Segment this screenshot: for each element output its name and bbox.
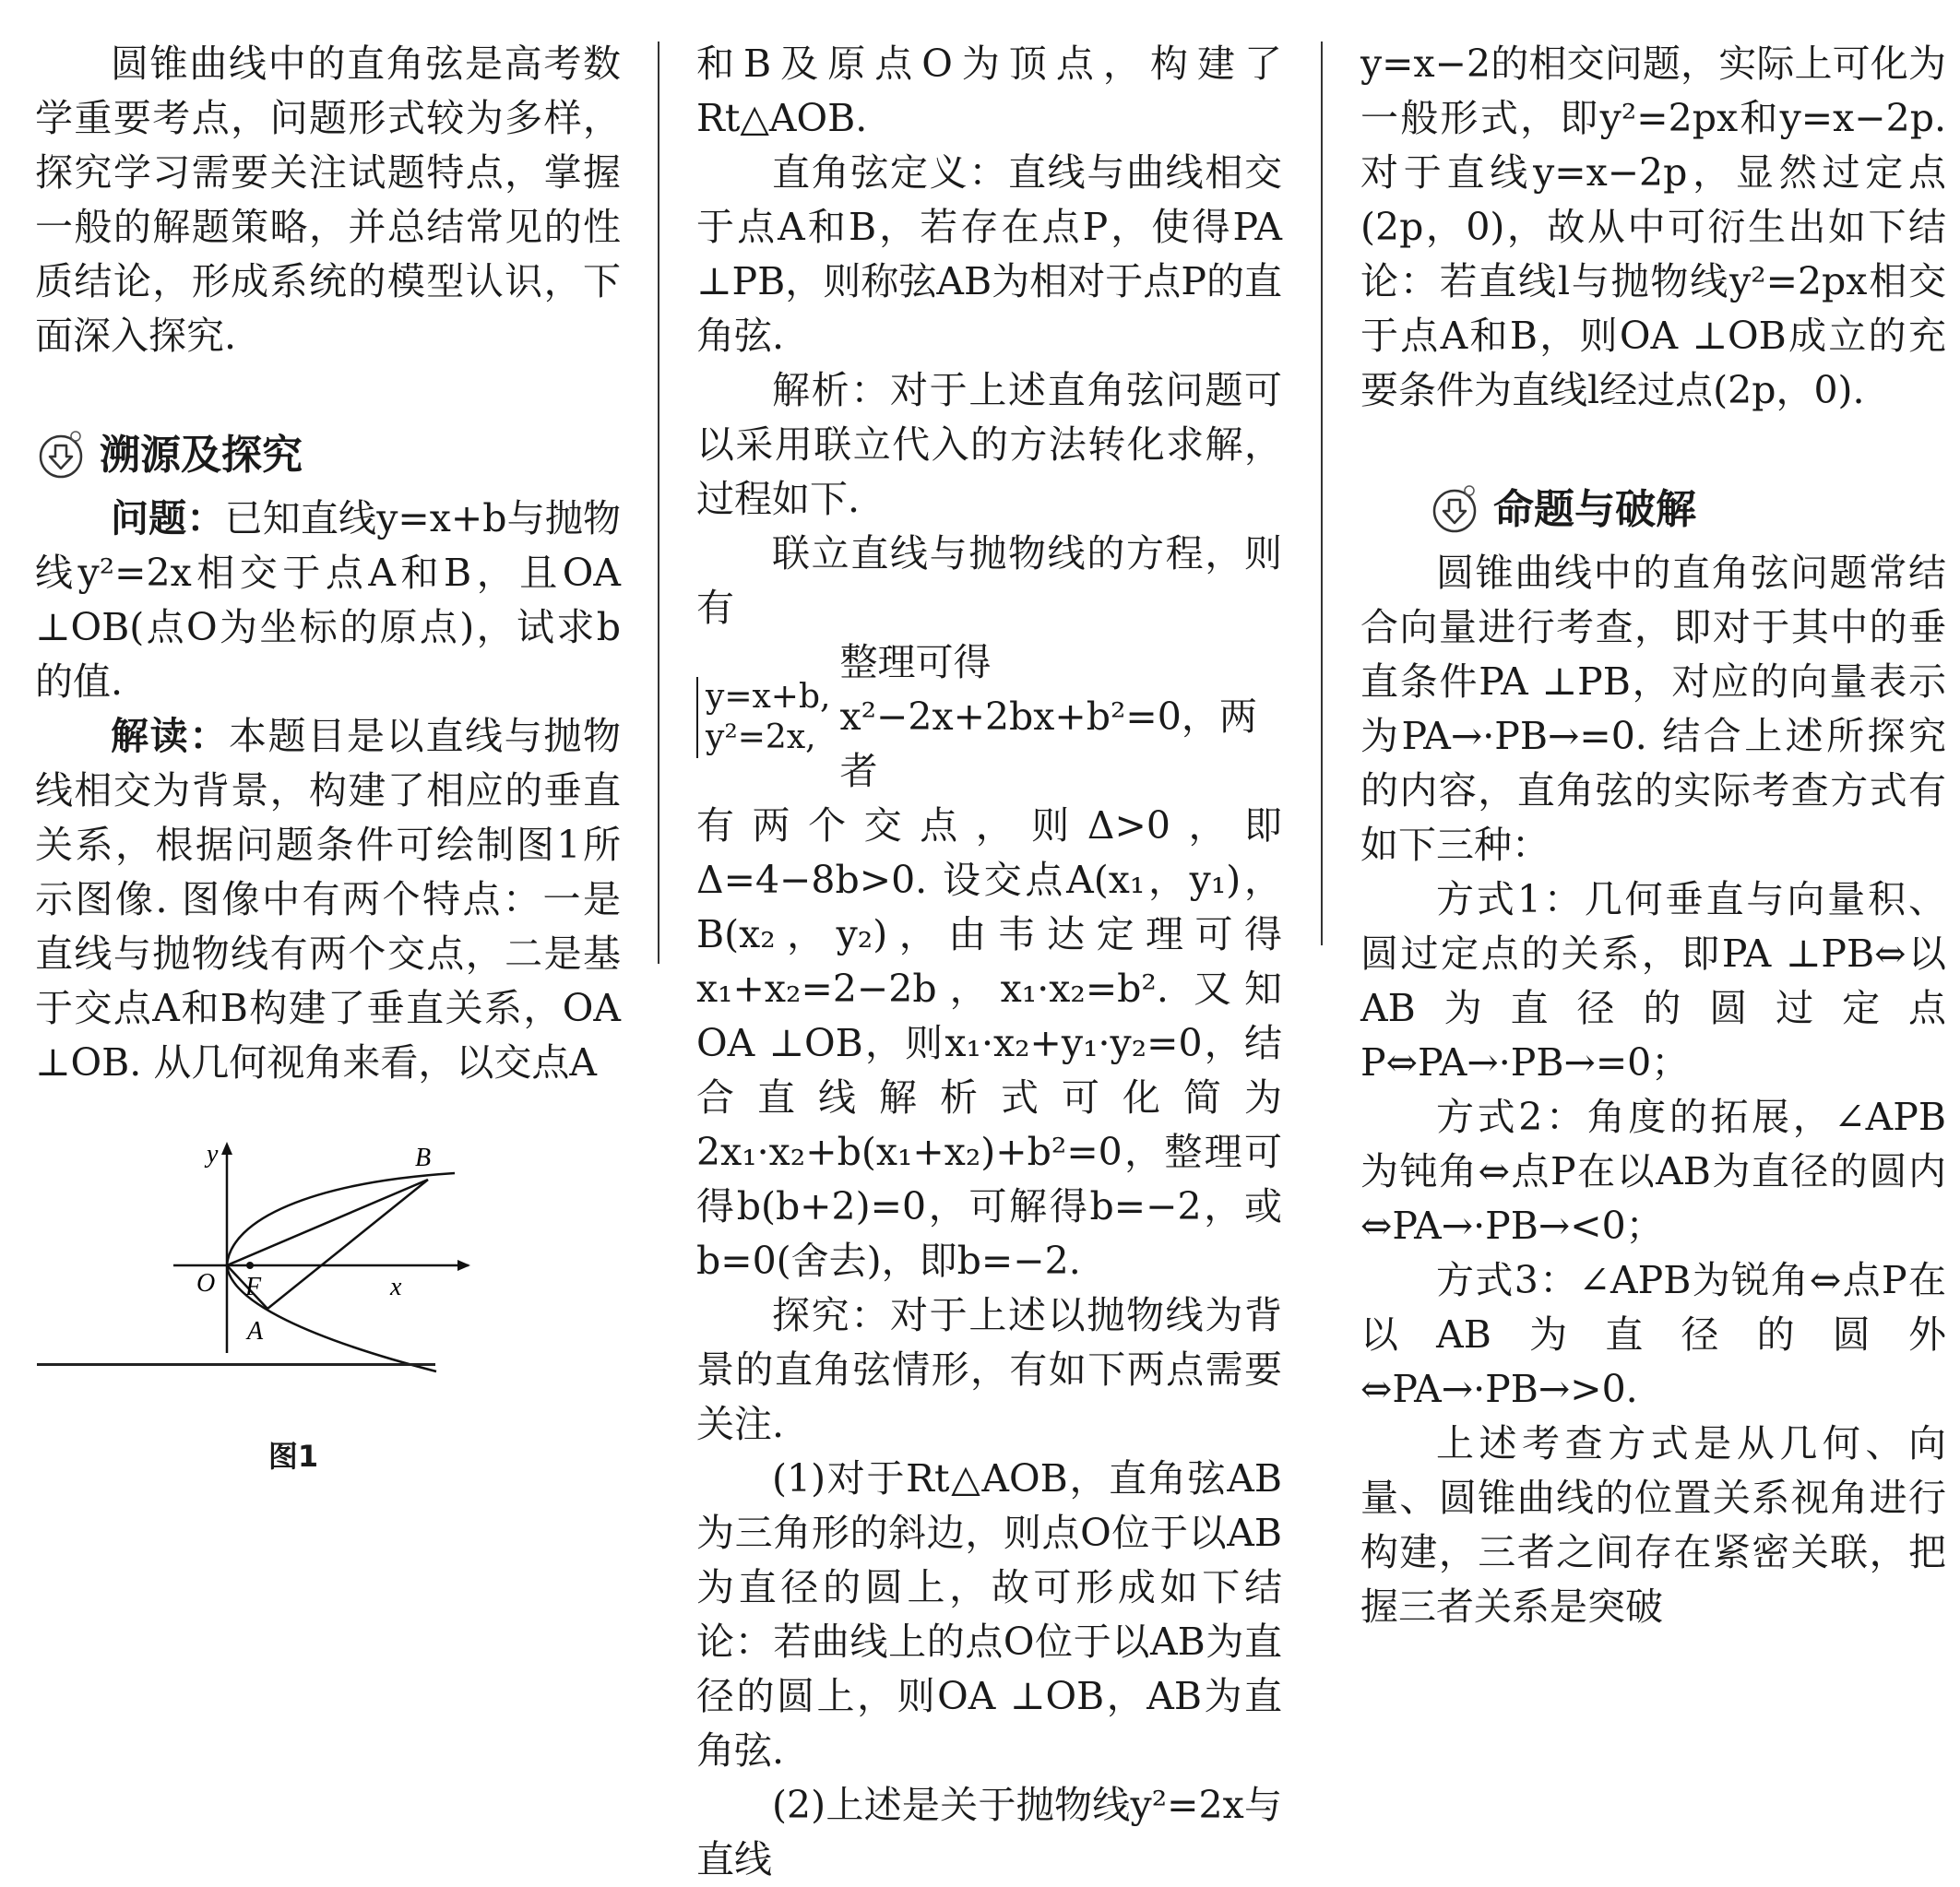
section-heading-origin	[35, 418, 621, 492]
intro-paragraph: 圆锥曲线中的直角弦是高考数学重要考点，问题形式较为多样，探究学习需要关注试题特点，掌握一般的解题策略，并总结常见的性质结论，形成系统的模型认识，下面深入探究.	[35, 42, 621, 358]
section-title: 溯源及探究	[100, 431, 303, 479]
column-3	[1360, 37, 1946, 1634]
focus-label: F	[245, 1273, 262, 1301]
col2-derivation: 有两个交点，则Δ>0，即Δ=4−8b>0. 设交点A(x₁，y₁)，B(x₂，y₂)，由韦达定理可得x₁+x₂=2−2b，x₁·x₂=b². 又知OA ⊥OB，则x₁·x₂+y₁·y₂=0，结合直线解析式可化简为2x₁·x₂+b(x₁+x₂)+b²=0，整理可得b(b+2)=0，可解得b=−2，或b=0(舍去)，即b=−2.	[696, 803, 1282, 1283]
down-arrow-circle-icon	[1429, 483, 1480, 535]
x-axis-label: x	[390, 1273, 402, 1301]
col2-definition: 直角弦定义：直线与曲线相交于点A和B，若存在点P，使得PA ⊥PB，则称弦AB为相对于点P的直角弦.	[696, 150, 1282, 358]
x-axis-arrow	[457, 1260, 470, 1271]
origin-label: O	[196, 1269, 216, 1298]
footnote-rule	[37, 1363, 435, 1366]
point-a-label: A	[247, 1317, 264, 1346]
equation-brace	[696, 677, 830, 758]
point-b-label: B	[415, 1144, 432, 1172]
system-equation-2: y²=2x,	[706, 718, 816, 756]
col2-system-intro: 联立直线与抛物线的方程，则有	[696, 531, 1282, 630]
column-2	[696, 37, 1282, 1887]
col2-analysis: 解析：对于上述直角弦问题可以采用联立代入的方法转化求解，过程如下.	[696, 368, 1282, 521]
y-axis-label: y	[207, 1140, 219, 1169]
column-divider-2	[1321, 42, 1323, 945]
col3-method-2: 方式2：角度的拓展，∠APB为钝角⇔点P在以AB为直径的圆内⇔PA→·PB→<0；	[1360, 1095, 1946, 1248]
equation-system	[696, 635, 1282, 799]
question-paragraph	[35, 492, 621, 709]
question-text: 已知直线y=x+b与抛物线y²=2x相交于点A和B，且OA ⊥OB(点O为坐标的原点)，试求b的值.	[35, 496, 621, 704]
col3-paragraph-1: y=x−2的相交问题，实际上可化为一般形式，即y²=2px和y=x−2p. 对于直线y=x−2p，显然过定点(2p，0)，故从中可衍生出如下结论：若直线l与抛物线y²=2px相交于点A和B，则OA ⊥OB成立的充要条件为直线l经过点(2p，0).	[1360, 42, 1946, 412]
down-arrow-circle-icon	[35, 429, 87, 481]
col3-conclusion: 上述考查方式是从几何、向量、圆锥曲线的位置关系视角进行构建，三者之间存在紧密关联，把握三者关系是突破	[1360, 1421, 1946, 1629]
col2-paragraph-1: 和B及原点O为顶点，构建了Rt△AOB.	[696, 42, 1282, 140]
figure-caption: 图1	[267, 1439, 319, 1474]
reading-label: 解读：	[111, 714, 229, 758]
focus-point	[246, 1262, 254, 1269]
col2-point-2: (2)上述是关于抛物线y²=2x与直线	[696, 1783, 1282, 1881]
col3-method-1: 方式1：几何垂直与向量积、圆过定点的关系，即PA ⊥PB⇔以AB为直径的圆过定点P⇔PA→·PB→=0；	[1360, 877, 1946, 1085]
y-axis-arrow	[221, 1142, 232, 1155]
figure-1	[173, 1127, 561, 1422]
reading-text: 本题目是以直线与抛物线相交为背景，构建了相应的垂直关系，根据问题条件可绘制图1所示图像. 图像中有两个特点：一是直线与抛物线有两个交点，二是基于交点A和B构建了垂直关系，OA ⊥OB. 从几何视角来看，以交点A	[35, 714, 621, 1085]
system-after-text: 整理可得x²−2x+2bx+b²=0，两者	[839, 640, 1257, 793]
segment-ab	[267, 1180, 428, 1309]
system-equation-1: y=x+b,	[706, 677, 831, 716]
section-heading-proposition	[1429, 472, 1946, 546]
question-label: 问题：	[111, 496, 225, 540]
parabola-diagram	[173, 1127, 561, 1422]
column-1	[35, 37, 621, 1484]
col2-explore: 探究：对于上述以抛物线为背景的直角弦情形，有如下两点需要关注.	[696, 1293, 1282, 1446]
reading-paragraph	[35, 709, 621, 1090]
col3-paragraph-2: 圆锥曲线中的直角弦问题常结合向量进行考查，即对于其中的垂直条件PA ⊥PB，对应的向量表示为PA→·PB→=0. 结合上述所探究的内容，直角弦的实际考查方式有如下三种：	[1360, 551, 1946, 867]
col3-method-3: 方式3：∠APB为锐角⇔点P在以AB为直径的圆外⇔PA→·PB→>0.	[1360, 1258, 1946, 1411]
section-title: 命题与破解	[1493, 485, 1696, 533]
column-divider-1	[658, 42, 659, 964]
col2-point-1: (1)对于Rt△AOB，直角弦AB为三角形的斜边，则点O位于以AB为直径的圆上，故可形成如下结论：若曲线上的点O位于以AB为直径的圆上，则OA ⊥OB，AB为直角弦.	[696, 1456, 1282, 1773]
